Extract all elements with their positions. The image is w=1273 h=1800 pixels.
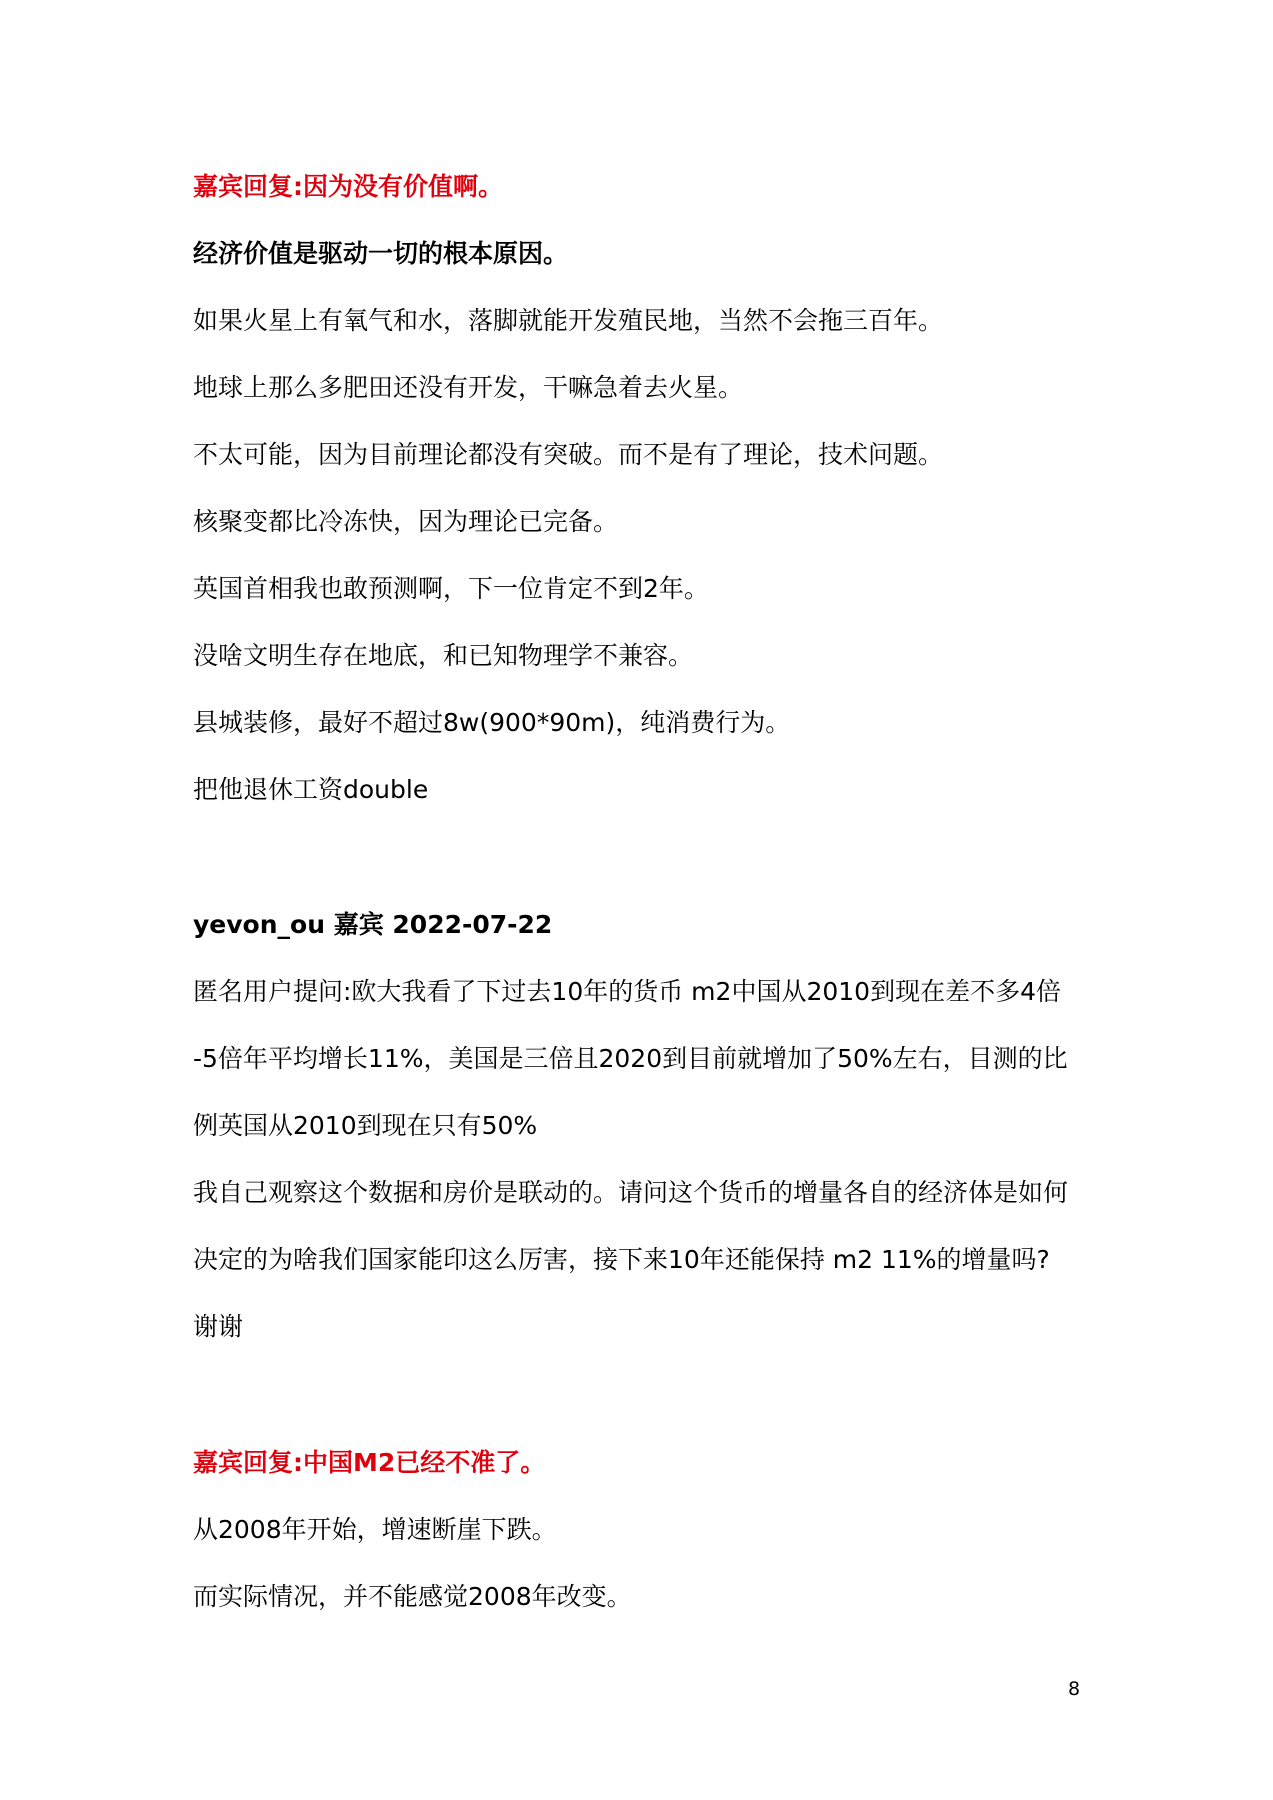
paragraph-earth-fields: 地球上那么多肥田还没有开发，干嘛急着去火星。 [193,373,744,402]
bold-statement: 经济价值是驱动一切的根本原因。 [193,239,569,268]
reply-heading-2: 嘉宾回复:中国M2已经不准了。 [193,1448,546,1477]
question-line: 决定的为啥我们国家能印这么厉害，接下来10年还能保持 m2 11%的增量吗? [193,1245,1050,1274]
post-header: yevon_ou 嘉宾 2022-07-22 [193,910,553,939]
page-number: 8 [1068,1678,1081,1700]
question-line: 我自己观察这个数据和房价是联动的。请问这个货币的增量各自的经济体是如何 [193,1178,1069,1207]
paragraph-renovation: 县城装修，最好不超过8w(900*90m)，纯消费行为。 [193,708,791,737]
question-line: 匿名用户提问:欧大我看了下过去10年的货币 m2中国从2010到现在差不多4倍 [193,977,1061,1006]
paragraph-mars-oxygen: 如果火星上有氧气和水，落脚就能开发殖民地，当然不会拖三百年。 [193,306,944,335]
paragraph-fusion: 核聚变都比冷冻快，因为理论已完备。 [193,507,619,536]
question-line: -5倍年平均增长11%，美国是三倍且2020到目前就增加了50%左右，目测的比 [193,1044,1068,1073]
paragraph-retirement: 把他退休工资double [193,775,429,804]
paragraph-2008-growth: 从2008年开始，增速断崖下跌。 [193,1515,557,1544]
paragraph-theory-breakthrough: 不太可能，因为目前理论都没有突破。而不是有了理论，技术问题。 [193,440,944,469]
question-line: 例英国从2010到现在只有50% [193,1111,538,1140]
question-line: 谢谢 [193,1312,244,1341]
paragraph-uk-pm: 英国首相我也敢预测啊，下一位肯定不到2年。 [193,574,709,603]
reply-heading-1: 嘉宾回复:因为没有价值啊。 [193,172,503,201]
paragraph-2008-reality: 而实际情况，并不能感觉2008年改变。 [193,1582,632,1611]
paragraph-underground: 没啥文明生存在地底，和已知物理学不兼容。 [193,641,694,670]
